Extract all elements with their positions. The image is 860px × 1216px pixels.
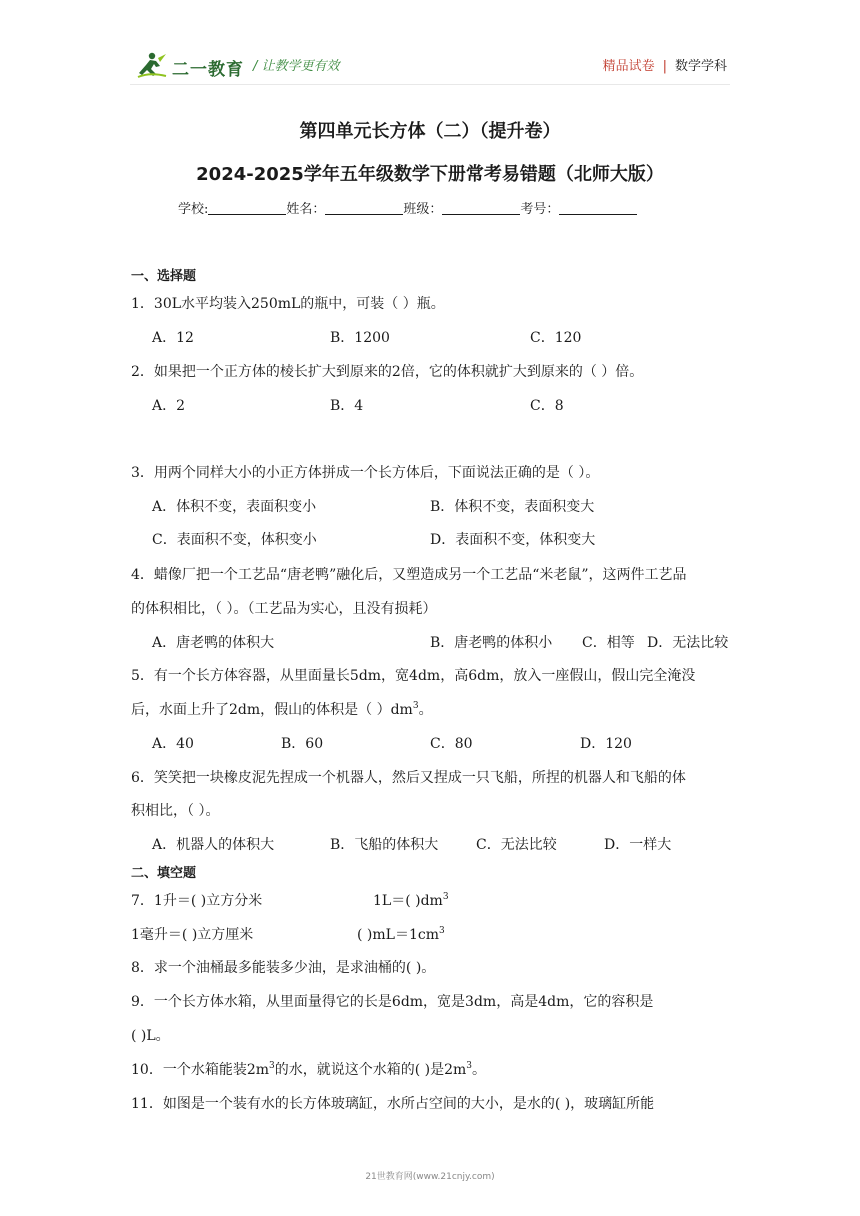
- q10-text-a: 10．一个水箱能装2m: [131, 1062, 269, 1078]
- q8-text: 8．求一个油桶最多能装多少油，是求油桶的( )。: [131, 960, 436, 976]
- running-man-icon: [136, 50, 170, 80]
- q7-line1-sup: 3: [442, 892, 449, 902]
- name-label: 姓名：: [286, 202, 326, 217]
- premium-tag: 精品试卷: [602, 59, 655, 74]
- q2-option-b: B．4: [330, 398, 364, 414]
- q5-text-sup: 3: [412, 701, 419, 711]
- student-info: [178, 198, 637, 217]
- q1-option-b: B．1200: [330, 330, 390, 346]
- q2-text: 2．如果把一个正方体的棱长扩大到原来的2倍，它的体积就扩大到原来的（ ）倍。: [131, 364, 644, 380]
- q1-option-c: C．120: [530, 330, 582, 346]
- q11-text: 11．如图是一个装有水的长方体玻璃缸，水所占空间的大小，是水的( )，玻璃缸所能: [131, 1096, 655, 1112]
- q7-line2-sup: 3: [438, 926, 445, 936]
- class-blank: [442, 201, 520, 215]
- q10-text-b: 的水，就说这个水箱的( )是2m: [274, 1062, 467, 1078]
- school-blank: [208, 201, 286, 215]
- section-choice-heading: 一、选择题: [131, 269, 197, 284]
- header-separator: |: [662, 59, 667, 74]
- q4-option-d: D．无法比较: [647, 635, 729, 651]
- subject-label: 数学学科: [674, 59, 727, 74]
- q4-option-b: B．唐老鸭的体积小: [430, 635, 553, 651]
- q7-line2-right: [357, 924, 445, 944]
- q7-line2-left: 1毫升＝( )立方厘米: [131, 927, 254, 943]
- q4-text-line2: 的体积相比，（ ）。（工艺品为实心，且没有损耗）: [131, 601, 437, 617]
- class-label: 班级：: [403, 202, 443, 217]
- exam-no-blank: [559, 201, 637, 215]
- q3-option-b: B．体积不变，表面积变大: [430, 499, 595, 515]
- q5-text-line2: [131, 699, 433, 719]
- school-label: 学校:: [178, 202, 209, 217]
- q2-option-a: A．2: [152, 398, 186, 414]
- q6-option-d: D．一样大: [604, 837, 672, 853]
- brand-logo: [136, 50, 246, 80]
- q5-text-line1: 5．有一个长方体容器，从里面量长5dm，宽4dm，高6dm，放入一座假山，假山完全淹没: [131, 668, 696, 684]
- q5-option-a: A．40: [152, 736, 194, 752]
- q5-option-c: C．80: [430, 736, 473, 752]
- q7-line1-right-text: 1L＝( )dm: [373, 893, 443, 909]
- q6-option-b: B．飞船的体积大: [330, 837, 439, 853]
- name-blank: [325, 201, 403, 215]
- q10-sup-b: 3: [466, 1061, 473, 1071]
- q7-line1-right: [373, 890, 449, 910]
- q4-option-c: C．相等: [582, 635, 635, 651]
- logo-text: 二一教育: [172, 60, 244, 80]
- q5-text-main: 后，水面上升了2dm，假山的体积是（ ）dm: [131, 702, 413, 718]
- q6-option-c: C．无法比较: [476, 837, 557, 853]
- q5-option-d: D．120: [580, 736, 632, 752]
- page-title: 第四单元长方体（二）（提升卷）: [299, 121, 561, 142]
- q6-text-line2: 积相比，（ ）。: [131, 803, 220, 819]
- page-header: [0, 0, 860, 90]
- q6-text-line1: 6．笑笑把一块橡皮泥先捏成一个机器人，然后又捏成一只飞船，所捏的机器人和飞船的体: [131, 770, 686, 786]
- q4-option-a: A．唐老鸭的体积大: [152, 635, 275, 651]
- q3-option-d: D．表面积不变，体积变大: [430, 532, 596, 548]
- q7-line2-right-text: ( )mL＝1cm: [357, 927, 439, 943]
- q5-text-end: 。: [418, 702, 433, 718]
- page-subtitle: 2024-2025学年五年级数学下册常考易错题（北师大版）: [196, 164, 664, 185]
- q2-option-c: C．8: [530, 398, 564, 414]
- q1-option-a: A．12: [152, 330, 194, 346]
- slogan: / 让教学更有效: [253, 59, 340, 74]
- q3-option-a: A．体积不变，表面积变小: [152, 499, 317, 515]
- page-footer: 21世教育网(www.21cnjy.com): [365, 1172, 495, 1182]
- q10-text: [131, 1059, 486, 1079]
- q9-text-line2: ( )L。: [131, 1028, 170, 1044]
- header-divider: [130, 84, 730, 85]
- q3-text: 3．用两个同样大小的小正方体拼成一个长方体后，下面说法正确的是（ ）。: [131, 465, 600, 481]
- header-right: [603, 55, 727, 74]
- q10-text-c: 。: [472, 1062, 487, 1078]
- exam-no-label: 考号：: [520, 202, 560, 217]
- q5-option-b: B．60: [281, 736, 324, 752]
- q6-option-a: A．机器人的体积大: [152, 837, 275, 853]
- q7-line1-left: 7．1升＝( )立方分米: [131, 893, 263, 909]
- q3-option-c: C．表面积不变，体积变小: [152, 532, 317, 548]
- q4-text-line1: 4．蜡像厂把一个工艺品“唐老鸭”融化后，又塑造成另一个工艺品“米老鼠”，这两件工艺品: [131, 567, 687, 583]
- q1-text: 1．30L水平均装入250mL的瓶中，可装（ ）瓶。: [131, 296, 445, 312]
- q10-sup-a: 3: [269, 1061, 275, 1071]
- q9-text-line1: 9．一个长方体水箱，从里面量得它的长是6dm，宽是3dm，高是4dm，它的容积是: [131, 994, 654, 1010]
- section-fill-heading: 二、填空题: [131, 866, 197, 881]
